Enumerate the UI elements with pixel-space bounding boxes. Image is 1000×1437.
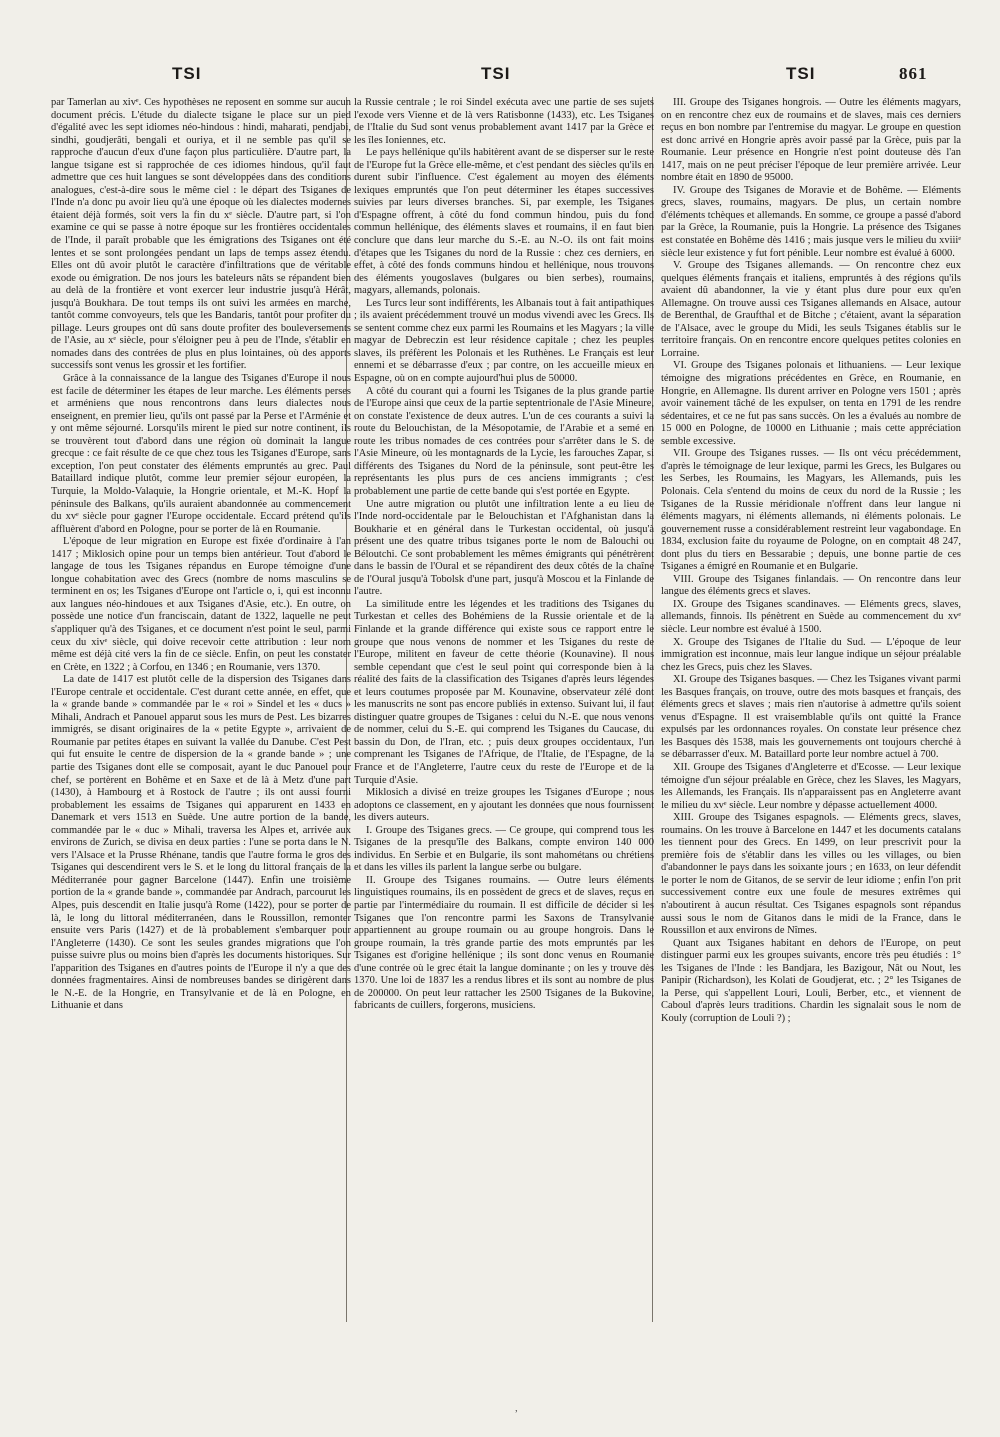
paragraph: XII. Groupe des Tsiganes d'Angleterre et d'Ecosse. — Leur lexique témoigne d'un séjour préalable en Grèce, chez les Slaves, les Magyars, les Allemands, les Français. Ils n'apparaissent pas en Angleterre avant le milieu du xvᵉ siècle. Leur nombre y dépasse actuellement 4000. [661, 761, 961, 811]
paragraph: Miklosich a divisé en treize groupes les Tsiganes d'Europe ; nous adoptons ce classement, en y ajoutant les données que nous fournissent les divers auteurs. [354, 787, 654, 824]
paragraph: Les Turcs leur sont indifférents, les Albanais tout à fait antipathiques ; ils avaient précédemment trouvé un modus vivendi avec les Grecs. Ils se sentent comme chez eux parmi les Roumains et les Magyars ; la ville magyar de Debreczin est leur résidence capitale ; chez les peuples slaves, ils préfèrent les Polonais et les Ruthènes. Le Français est leur ennemi et se débarrasse d'eux ; par contre, on les accueille mieux en Espagne, où on en compte aujourd'hui plus de 50000. [354, 297, 654, 385]
paragraph: par Tamerlan au xivᵉ. Ces hypothèses ne reposent en somme sur aucun document précis. L'étude du dialecte tsigane le place sur un pied d'égalité avec les sept idiomes néo-hindous : hindi, maharati, pendjabi, sindhi, goudjerâti, bengali et ouriya, et il ne semble pas qu'il se rapproche d'aucun d'eux d'une façon plus particulière. D'autre part, la langue tsigane est si rapprochée de ces idiomes hindous, qu'il faut admettre que ces huit langues se sont développées dans des conditions analogues, c'est-à-dire sous le même ciel : le départ des Tsiganes de l'Inde n'a donc pu avoir lieu qu'à une époque où les dialectes modernes étaient déjà formés, soit vers la fin du xᵉ siècle. D'autre part, si l'on examine ce qui se passe à notre époque sur les frontières occidentales de l'Inde, il paraît probable que les émigrations des Tsiganes ont été lentes et se sont prolongées pendant un laps de temps assez étendu. Elles ont dû avoir plutôt le caractère d'infiltrations que de véritable exode ou émigration. De nos jours les bateleurs nâts se répandent bien au delà de la frontière et vont exercer leur industrie jusqu'à Hérât, jusqu'à Boukhara. De tout temps ils ont suivi les armées en marche, tantôt comme convoyeurs, tels que les Bandaris, tantôt pour profiter du pillage. Leurs groupes ont dû sans doute profiter des bouleversements de l'Asie, au xᵉ siècle, pour s'éloigner peu à peu de l'Inde, s'établir en nomades dans des contrées de plus en plus lointaines, où des apports successifs sont venus les grossir et les fortifier. [51, 97, 351, 372]
paragraph: Une autre migration ou plutôt une infiltration lente a eu lieu de l'Inde nord-occidentale par le Belouchistan et l'Afghanistan dans la Boukharie et en général dans le Turkestan occidental, où jusqu'à présent une des quatre tribus tsiganes porte le nom de Balouchi ou Béloutchi. Ce sont probablement les mêmes émigrants qui pénétrèrent dans le bassin de l'Oural et se répandirent des deux côtés de la chaîne de l'Oural jusqu'à Tobolsk d'une part, jusqu'à Moscou et la Finlande de l'autre. [354, 498, 654, 598]
paragraph: XI. Groupe des Tsiganes basques. — Chez les Tsiganes vivant parmi les Basques français, on trouve, outre des mots basques et français, des éléments grecs et slaves ; mais rien n'autorise à admettre qu'ils soient venus d'Espagne. Il est vraisemblable qu'ils ont quitté la France expulsés par les ordonnances royales. On constate leur présence chez les Basques dès 1538, mais les gouvernements ont toujours cherché à se débarrasser d'eux. M. Bataillard porte leur nombre actuel à 700. [661, 674, 961, 761]
paragraph: III. Groupe des Tsiganes hongrois. — Outre les éléments magyars, on en rencontre chez eux de roumains et de slaves, mais ces derniers reçus en bon nombre par l'entremise du magyar. Le groupe en question est donc arrivé en Hongrie après avoir passé par la Grèce, puis par la Roumanie. Leur présence en Hongrie n'est point douteuse dès l'an 1417, mais on ne peut préciser l'époque de leur première arrivée. Leur nombre était en 1890 de 95000. [661, 97, 961, 184]
page-number: 861 [899, 64, 928, 83]
paragraph: A côté du courant qui a fourni les Tsiganes de la plus grande partie de l'Europe ainsi que ceux de la partie septentrionale de l'Asie Mineure, on constate l'existence de deux autres. L'un de ces courants a suivi la route du Belouchistan, de la Mésopotamie, de l'Arabie et a semé en route les tribus nomades de ces contrées pour s'arrêter dans le S. de l'Asie Mineure, où les montagnards de la Lycie, les farouches Zapar, si différents des Tsiganes du Nord de la péninsule, sont peut-être les représentants les plus purs de ces anciens immigrants ; c'est probablement une partie de cette bande qui s'est portée en Egypte. [354, 385, 654, 497]
paragraph: La similitude entre les légendes et les traditions des Tsiganes du Turkestan et celles des Bohémiens de la Russie orientale et de la Finlande et la grande différence qui existe sous ce rapport entre le groupe que nous venons de nommer et les Tsiganes du reste de l'Europe, militent en faveur de cette théorie (Kounavine). Il nous semble cependant que c'est le seul point qui corresponde bien à la réalité des faits de la classification des Tsiganes d'après leurs légendes et leurs coutumes proposée par M. Kounavine, observateur zélé dont les manuscrits ne sont pas encore publiés in extenso. Suivant lui, il faut distinguer quatre groupes de Tsiganes : celui du N.-E. que nous venons de nommer, celui du S.-E. qui comprend les Tsiganes du Caucase, du bassin du Don, de l'Iran, etc. ; puis deux groupes occidentaux, l'un comprenant les Tsiganes de l'Afrique, de l'Italie, de l'Espagne, de la France et de l'Angleterre, l'autre ceux du reste de l'Europe et de la Turquie d'Asie. [354, 598, 654, 786]
header-center-word: TSI [481, 64, 511, 83]
header-right-word: TSI [786, 64, 816, 83]
paragraph: X. Groupe des Tsiganes de l'Italie du Sud. — L'époque de leur immigration est inconnue, mais leur langue indique un séjour préalable chez les Grecs, puis chez les Slaves. [661, 636, 961, 673]
paragraph: VII. Groupe des Tsiganes russes. — Ils ont vécu précédemment, d'après le témoignage de leur lexique, parmi les Grecs, les Bulgares ou les Serbes, les Roumains, les Magyars, les Allemands, puis les Polonais. Cela s'entend du moins de ceux du nord de la Russie ; les Tsiganes de la Russie méridionale n'offrent dans leur langue ni éléments magyars, ni éléments allemands, ni éléments polonais. Le gouvernement russe a considérablement restreint leur vagabondage. En 1834, exclusion faite du royaume de Pologne, on en comptait 48 247, dont plus du tiers en Bessarabie ; depuis, une bonne partie de ces Tsiganes a émigré en Roumanie et en Bulgarie. [661, 448, 961, 573]
paragraph: VIII. Groupe des Tsiganes finlandais. — On rencontre dans leur langue des éléments grecs et slaves. [661, 573, 961, 598]
paragraph: VI. Groupe des Tsiganes polonais et lithuaniens. — Leur lexique témoigne des migrations précédentes en Grèce, en Roumanie, en Hongrie, en Allemagne. Ils durent arriver en Pologne vers 1501 ; après avoir vainement tâché de les expulser, on tenta en 1791 de les rendre sédentaires, et ce ne fut pas sans succès. On les a évalués au nombre de 15 000 en Pologne, de 10000 en Lithuanie ; mais cette appréciation semble excessive. [661, 360, 961, 447]
text-column-middle [354, 97, 654, 1417]
running-header [0, 64, 1000, 86]
paragraph: Quant aux Tsiganes habitant en dehors de l'Europe, on peut distinguer parmi eux les groupes suivants, encore très peu étudiés : 1° les Tsiganes de l'Inde : les Bandjara, les Bazigour, Nât ou Nout, les Panipir (Richardson), les Kolati de Goudjerat, etc. ; 2° les Tsiganes de la Perse, qui s'appellent Louri, Louli, Berber, etc., et viennent de Caboul d'après leurs traditions. Chardin les signalait sous le nom de Kouly (corruption de Louli ?) ; [661, 937, 961, 1024]
paragraph: IV. Groupe des Tsiganes de Moravie et de Bohême. — Eléments grecs, slaves, roumains, magyars. De plus, un certain nombre d'éléments tchèques et allemands. En somme, ce groupe a passé d'abord par la Grèce, la Roumanie, puis la Hongrie. La présence des Tsiganes est constatée en Bohême dès 1416 ; mais jusque vers le milieu du xviiiᵉ siècle leur existence y fut fort pénible. Leur nombre est évalué à 6000. [661, 184, 961, 259]
paragraph: Grâce à la connaissance de la langue des Tsiganes d'Europe il nous est facile de déterminer les étapes de leur marche. Les éléments perses et arméniens que nous rencontrons dans leurs dialectes nous enseignent, en premier lieu, qu'ils ont passé par la Perse et l'Arménie et y ont même séjourné. Lorsqu'ils mirent le pied sur notre continent, ils se trouvèrent tout d'abord dans une région où dominait la langue grecque : ce fait résulte de ce que chez tous les Tsiganes d'Europe, sans exception, l'on peut constater des éléments empruntés au grec. Paul Bataillard indique plutôt, comme leur premier séjour européen, la Turquie, la Moldo-Valaquie, la Hongrie orientale, et M.-K. Hopf la péninsule des Balkans, qu'ils auraient abandonnée au commencement du xvᵉ siècle pour gagner l'Europe occidentale. Eccard prétend qu'ils affluèrent d'abord en Pologne, pour se porter de là en Roumanie. [51, 373, 351, 535]
paragraph: II. Groupe des Tsiganes roumains. — Outre leurs éléments linguistiques roumains, ils en possèdent de grecs et de slaves, reçus en partie par l'intermédiaire du roumain. Il est difficile de décider si les Tsiganes que l'on rencontre parmi les Saxons de Transylvanie appartiennent au groupe roumain ou au groupe hongrois. Dans le groupe roumain, la très grande partie des mots empruntés par les Tsiganes est d'origine hellénique ; ils sont donc venus en Roumanie d'une contrée où le grec était la langue dominante ; on les y trouve dès 1370. Une loi de 1837 les a rendus libres et ils sont au nombre de plus de 200000. On peut leur rattacher les 2500 Tsiganes de la Bukovine, fabricants de cuillers, forgerons, musiciens. [354, 874, 654, 1012]
paragraph: V. Groupe des Tsiganes allemands. — On rencontre chez eux quelques éléments français et italiens, empruntés à des régions qu'ils avaient dû abandonner, la vie y étant plus dure pour eux qu'en Allemagne. On trouve aussi ces Tsiganes allemands en Alsace, autour de Berenthal, de Graufthal et de Bitche ; c'étaient, avant la séparation de l'Alsace, avec le groupe du Midi, les seuls Tsiganes établis sur le territoire français. On en rencontre encore quelques petites colonies en Lorraine. [661, 260, 961, 359]
print-speck: , [515, 1402, 518, 1414]
text-column-left [51, 97, 351, 1417]
text-column-right [661, 97, 961, 1417]
paragraph: La date de 1417 est plutôt celle de la dispersion des Tsiganes dans l'Europe centrale et occidentale. C'est durant cette année, en effet, que la « grande bande » commandée par le « roi » Sindel et les « ducs » Mihali, Andrach et Panouel apparut sous les murs de Pest. Les bizarres immigrés, se disant originaires de la « petite Egypte », arrivaient de Roumanie par petites étapes en suivant la vallée du Danube. C'est Pest qui fut ensuite le centre de dispersion de la « grande bande » ; une partie des Tsiganes dont elle se composait, ayant le duc Panouel pour chef, se portèrent en Bohême et en Saxe et de là à Metz d'une part (1430), à Hambourg et à Rostock de l'autre ; ils ont aussi fourni probablement les essaims de Tsiganes qui apparurent en 1433 en Danemark et vers 1513 en Suède. Une autre portion de la bande, commandée par le « duc » Mihali, traversa les Alpes et, arrivée aux environs de Zurich, se divisa en deux parties : l'une se porta dans le N. vers l'Alsace et la Prusse Rhénane, tandis que l'autre forma le gros des Tsiganes qui descendirent vers le S. et le long du littoral français de la Méditerranée pour gagner Barcelone (1447). Enfin une troisième portion de la « grande bande », commandée par Andrach, parcourut les Alpes, puis descendit en Italie jusqu'à Rome (1422), pour se porter de là, le long du littoral méditerranéen, dans le Roussillon, remonter ensuite vers Paris (1427) et de là probablement s'embarquer pour l'Angleterre (1430). Ce sont les seules grandes migrations que l'on puisse suivre plus ou moins bien d'après les documents historiques. Sur l'apparition des Tsiganes en d'autres points de l'Europe il n'y a que des données fragmentaires. Ainsi de nombreuses bandes se dirigèrent dans le N.-E. de la Hongrie, en Transylvanie et de là en Pologne, en Lithuanie et dans [51, 674, 351, 1012]
paragraph: XIII. Groupe des Tsiganes espagnols. — Eléments grecs, slaves, roumains. On les trouve à Barcelone en 1447 et les documents catalans les tiennent pour des Grecs. En 1499, on leur prescrivit pour la première fois de s'établir dans les villes ou les villages, ou bien d'abandonner le pays dans les soixante jours ; en 1633, on leur défendit le porter le nom de Gitanos, de se servir de leur idiome ; enfin l'on prit successivement contre eux une foule de mesures extrêmes qui n'aboutirent à aucun résultat. Ces Tsiganes espagnols sont répandus aussi sous le nom de Gitanos dans le midi de la France, dans le Roussillon et aux environs de Nîmes. [661, 812, 961, 937]
header-left-word: TSI [172, 64, 202, 83]
paragraph: la Russie centrale ; le roi Sindel exécuta avec une partie de ses sujets l'exode vers Vienne et de là vers Ratisbonne (1433), etc. Les Tsiganes de l'Italie du Sud sont venus probablement avant 1417 par la Grèce et les îles Ioniennes, etc. [354, 97, 654, 146]
paragraph: IX. Groupe des Tsiganes scandinaves. — Eléments grecs, slaves, allemands, finnois. Ils pénètrent en Suède au commencement du xvᵉ siècle. Leur nombre est évalué à 1500. [661, 598, 961, 635]
paragraph: L'époque de leur migration en Europe est fixée d'ordinaire à l'an 1417 ; Miklosich opine pour un temps bien antérieur. Tout d'abord le langage de tous les Tsiganes répandus en Europe témoigne d'une longue cohabitation avec des Grecs (nombre de noms masculins se terminent en os; les Tsiganes d'Europe ont l'article o, i, qui est inconnu aux langues néo-hindoues et aux Tsiganes d'Asie, etc.). En outre, on possède une notice d'un franciscain, datant de 1322, laquelle ne peut s'appliquer qu'à des Tsiganes, et ce document n'est point le seul, parmi ceux du xivᵉ siècle, qui doive recevoir cette attribution : leur nom même est déjà cité vers la fin de ce siècle. Enfin, on peut les constater en Crète, en 1322 ; à Corfou, en 1346 ; en Roumanie, vers 1370. [51, 536, 351, 673]
paragraph: Le pays hellénique qu'ils habitèrent avant de se disperser sur le reste de l'Europe fut la Grèce elle-même, et c'est pendant des siècles qu'ils en durent subir l'influence. C'est également au moyen des éléments lexiques empruntés que l'on peut déterminer les étapes successives suivies par leurs diverses branches. Si, par exemple, les Tsiganes d'Espagne offrent, à côté du fond commun hindou, puis du fond commun hellénique, des éléments slaves et roumains, il en faut bien conclure que dans leur marche du S.-E. au N.-O. ils ont fait moins d'étapes que les Tsiganes du nord de la Russie : chez ces derniers, en effet, à côté des fonds communs hindou et hellénique, nous trouvons des éléments yougoslaves (bulgares ou bien serbes), roumains, magyars, allemands, polonais. [354, 147, 654, 297]
paragraph: I. Groupe des Tsiganes grecs. — Ce groupe, qui comprend tous les Tsiganes de la presqu'île des Balkans, compte environ 140 000 individus. En Serbie et en Bulgarie, ils sont mahométans ou chrétiens et dans les villes ils parlent la langue serbe ou bulgare. [354, 824, 654, 874]
